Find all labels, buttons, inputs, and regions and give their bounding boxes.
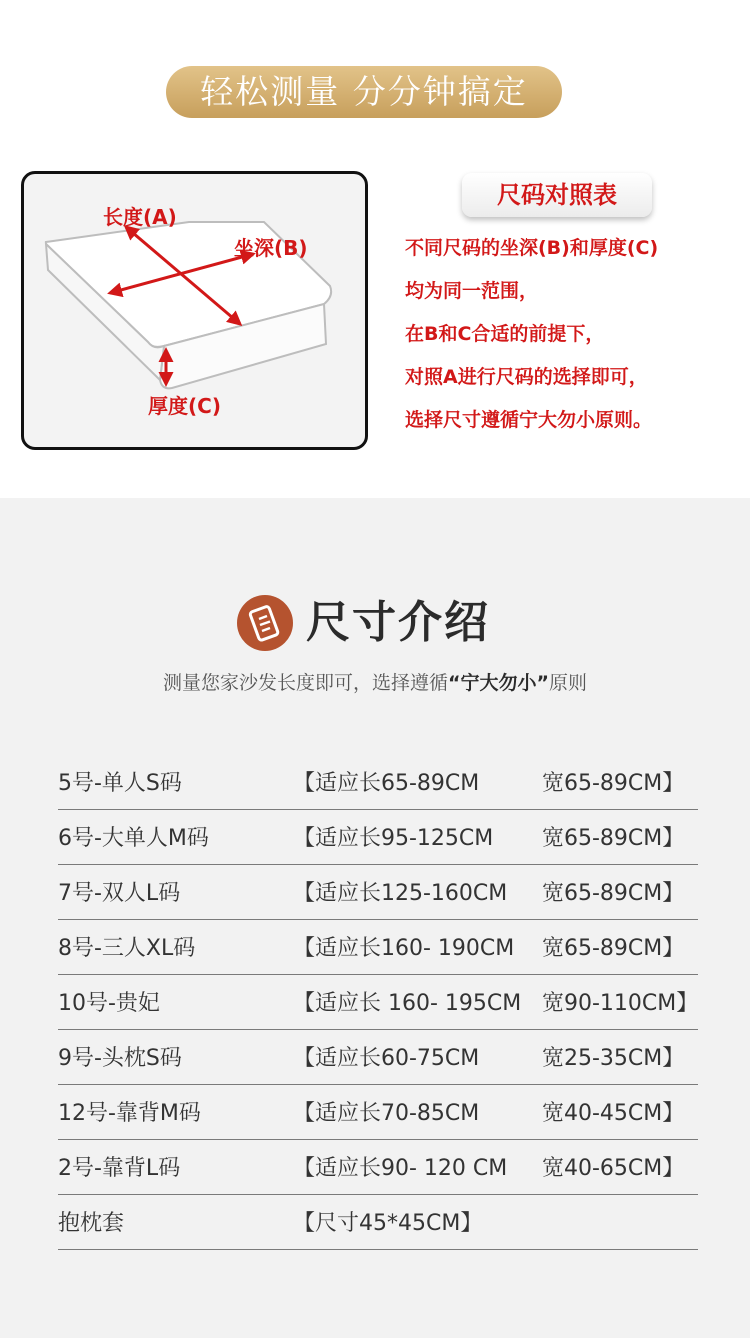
size-length: 【适应长70-85CM [293, 1101, 480, 1126]
table-row [58, 810, 698, 865]
measure-banner: 轻松测量 分分钟搞定 [166, 66, 562, 118]
size-name: 12号-靠背M码 [58, 1101, 201, 1126]
subtitle-quote: “宁大勿小” [448, 672, 549, 694]
size-width: 宽40-65CM】 [542, 1156, 685, 1181]
table-row [58, 755, 698, 810]
size-length: 【适应长125-160CM [293, 881, 508, 906]
size-width: 宽65-89CM】 [542, 936, 685, 961]
size-name: 7号-双人L码 [58, 881, 181, 906]
ruler-badge-icon [236, 594, 294, 652]
size-name: 8号-三人XL码 [58, 936, 196, 961]
note-line: 在B和C合适的前提下， [405, 323, 605, 345]
size-length: 【适应长160- 190CM [293, 936, 515, 961]
size-length: 【适应长60-75CM [293, 1046, 480, 1071]
size-width: 宽40-45CM】 [542, 1101, 685, 1126]
table-row [58, 1195, 698, 1250]
size-chart-title: 尺码对照表 [462, 173, 652, 217]
table-row [58, 1030, 698, 1085]
note-line: 选择尺寸遵循宁大勿小原则。 [405, 409, 653, 431]
size-length: 【适应长90- 120 CM [293, 1156, 508, 1181]
size-width: 宽25-35CM】 [542, 1046, 685, 1071]
note-line: 不同尺码的坐深(B)和厚度(C) [405, 237, 659, 259]
size-name: 5号-单人S码 [58, 771, 182, 796]
measure-section [0, 0, 750, 498]
length-a-label: 长度(A) [103, 205, 177, 229]
subtitle-text: 原则 [548, 672, 587, 694]
table-row [58, 975, 698, 1030]
size-table [58, 755, 698, 1250]
size-length: 【尺寸45*45CM】 [293, 1211, 483, 1236]
size-name: 抱枕套 [58, 1211, 125, 1236]
table-row [58, 1140, 698, 1195]
size-width: 宽65-89CM】 [542, 826, 685, 851]
size-name: 9号-头枕S码 [58, 1046, 182, 1071]
size-length: 【适应长 160- 195CM [293, 991, 522, 1016]
size-length: 【适应长65-89CM [293, 771, 480, 796]
size-name: 6号-大单人M码 [58, 826, 209, 851]
subtitle-text: 测量您家沙发长度即可，选择遵循 [162, 672, 448, 694]
cushion-diagram [21, 171, 368, 450]
size-intro-title: 尺寸介绍 [306, 597, 490, 648]
table-row [58, 1085, 698, 1140]
size-width: 宽65-89CM】 [542, 771, 685, 796]
size-length: 【适应长95-125CM [293, 826, 494, 851]
table-row [58, 920, 698, 975]
table-row [58, 865, 698, 920]
size-width: 宽90-110CM】 [542, 991, 699, 1016]
note-line: 均为同一范围， [405, 280, 539, 302]
size-name: 10号-贵妃 [58, 991, 160, 1016]
size-width: 宽65-89CM】 [542, 881, 685, 906]
depth-b-label: 坐深(B) [234, 236, 308, 260]
size-intro-subtitle [0, 668, 750, 695]
thickness-c-label: 厚度(C) [148, 394, 221, 418]
note-line: 对照A进行尺码的选择即可， [405, 366, 648, 388]
size-name: 2号-靠背L码 [58, 1156, 181, 1181]
size-chart-notes [405, 231, 745, 446]
